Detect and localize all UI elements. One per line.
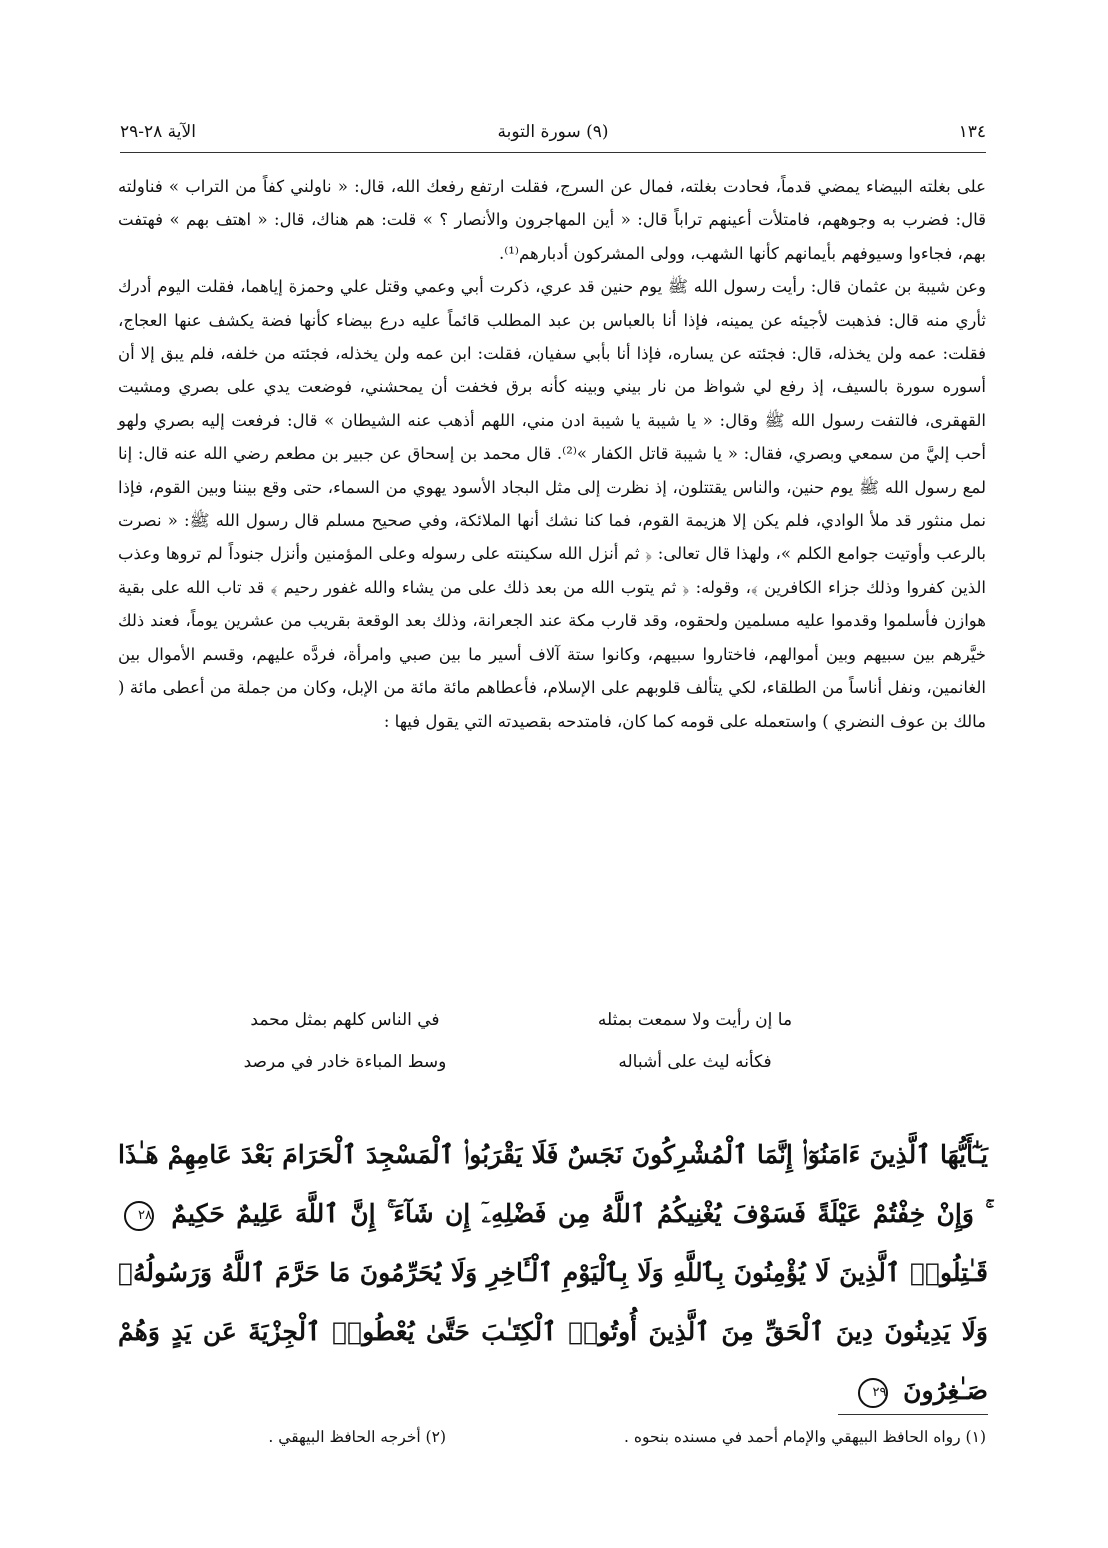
poem: [200, 1010, 840, 1094]
ayah-number-marker: ٢٩: [858, 1378, 888, 1408]
ayah-range: الآية ٢٨-٢٩: [120, 122, 196, 142]
surah-title: (٩) سورة التوبة: [497, 122, 609, 142]
running-header: [120, 122, 986, 150]
ayah-29-text: قَـٰتِلُوا۟ ٱلَّذِينَ لَا يُؤْمِنُونَ بِٱللَّهِ وَلَا بِٱلْيَوْمِ ٱلْـَٔاخِرِ وَلَا يُحَرِّمُونَ مَا حَرَّمَ ٱللَّهُ وَرَسُولُهُۥ وَلَا يَدِينُونَ دِينَ ٱلْحَقِّ مِنَ ٱلَّذِينَ أُوتُوا۟ ٱلْكِتَـٰبَ حَتَّىٰ يُعْطُوا۟ ٱلْجِزْيَةَ عَن يَدٍ وَهُمْ صَـٰغِرُونَ: [118, 1258, 988, 1405]
quran-verses: [118, 1125, 988, 1420]
poem-second-hemistich: وسط المباءة خادر في مرصد: [243, 1052, 447, 1072]
page-number: ١٣٤: [958, 122, 986, 142]
ayah-number-marker: ٢٨: [124, 1201, 154, 1231]
header-divider: [120, 152, 986, 153]
paragraph: على بغلته البيضاء يمضي قدماً، فحادت بغلته، فمال عن السرج، فقلت ارتفع رفعك الله، قال: « ناولني كفاً من التراب » فناولته قال: فضرب به وجوههم، فامتلأت أعينهم تراباً قال: « أين المهاجرون والأنصار ؟ » قلت: هم هناك، قال: « اهتف بهم » فهتفت بهم، فجاءوا وسيوفهم بأيمانهم كأنها الشهب، وولى المشركون أدبارهم⁽¹⁾.: [118, 177, 986, 263]
poem-second-hemistich: في الناس كلهم بمثل محمد: [250, 1010, 440, 1030]
footnote-divider: [838, 1414, 988, 1415]
poem-first-hemistich: فكأنه ليث على أشباله: [618, 1052, 772, 1072]
poem-verse: [200, 1010, 840, 1052]
commentary-body: [118, 170, 986, 738]
footnotes: [120, 1428, 986, 1458]
ayah-28-text: يَـٰٓأَيُّهَا ٱلَّذِينَ ءَامَنُوٓا۟ إِنَّمَا ٱلْمُشْرِكُونَ نَجَسٌ فَلَا يَقْرَبُوا۟ ٱلْمَسْجِدَ ٱلْحَرَامَ بَعْدَ عَامِهِمْ هَـٰذَا ۚ وَإِنْ خِفْتُمْ عَيْلَةً فَسَوْفَ يُغْنِيكُمُ ٱللَّهُ مِن فَضْلِهِۦٓ إِن شَآءَ ۚ إِنَّ ٱللَّهَ عَلِيمٌ حَكِيمٌ: [118, 1140, 988, 1228]
paragraph: وعن شيبة بن عثمان قال: رأيت رسول الله ﷺ يوم حنين قد عري، ذكرت أبي وعمي وقتل علي وحمزة إياهما، فقلت اليوم أدرك ثأري منه قال: فذهبت لأجيئه عن يمينه، فإذا أنا بالعباس بن عبد المطلب قائماً عليه درع بيضاء كأنها فضة يكشف عنها العجاج، فقلت: عمه ولن يخذله، قال: فجئته عن يساره، فإذا أنا بأبي سفيان، فقلت: ابن عمه ولن يخذله، فجئته من خلفه، فلم يبق إلا أن أسوره سورة بالسيف، إذ رفع لي شواظ من نار بيني وبينه كأنه برق فخفت أن يمحشني، فوضعت يدي على بصري ومشيت القهقرى، فالتفت رسول الله ﷺ وقال: « يا شيبة يا شيبة ادن مني، اللهم أذهب عنه الشيطان » قال: فرفعت إليه بصري ولهو أحب إليَّ من سمعي وبصري، فقال: « يا شيبة قاتل الكفار »⁽²⁾. قال محمد بن إسحاق عن جبير بن مطعم رضي الله عنه قال: إنا لمع رسول الله ﷺ يوم حنين، والناس يقتتلون، إذ نظرت إلى مثل البجاد الأسود يهوي من السماء، حتى وقع بيننا وبين القوم، فإذا نمل منثور قد ملأ الوادي، فلم يكن إلا هزيمة القوم، فما كنا نشك أنها الملائكة، وفي صحيح مسلم قال رسول الله ﷺ: « نصرت بالرعب وأوتيت جوامع الكلم »، ولهذا قال تعالى: ﴿ ثم أنزل الله سكينته على رسوله وعلى المؤمنين وأنزل جنوداً لم تروها وعذب الذين كفروا وذلك جزاء الكافرين ﴾، وقوله: ﴿ ثم يتوب الله من بعد ذلك على من يشاء والله غفور رحيم ﴾ قد تاب الله على بقية هوازن فأسلموا وقدموا عليه مسلمين ولحقوه، وقد قارب مكة عند الجعرانة، وذلك بعد الوقعة بقريب من عشرين يوماً، فعند ذلك خيَّرهم بين سبيهم وبين أموالهم، فاختاروا سبيهم، وكانوا ستة آلاف أسير ما بين صبي وامرأة، فردَّه عليهم، وقسم الأموال بين الغانمين، ونفل أناساً من الطلقاء، لكي يتألف قلوبهم على الإسلام، فأعطاهم مائة مائة من الإبل، وكان من جملة من أعطى مائة ( مالك بن عوف النضري ) واستعمله على قومه كما كان، فامتدحه بقصيدته التي يقول فيها :: [118, 277, 986, 731]
footnote-2: (٢) أخرجه الحافظ البيهقي .: [268, 1428, 446, 1446]
poem-verse: [200, 1052, 840, 1094]
poem-first-hemistich: ما إن رأيت ولا سمعت بمثله: [597, 1010, 793, 1030]
footnote-1: (١) رواه الحافظ البيهقي والإمام أحمد في مسنده بنحوه .: [623, 1428, 986, 1446]
